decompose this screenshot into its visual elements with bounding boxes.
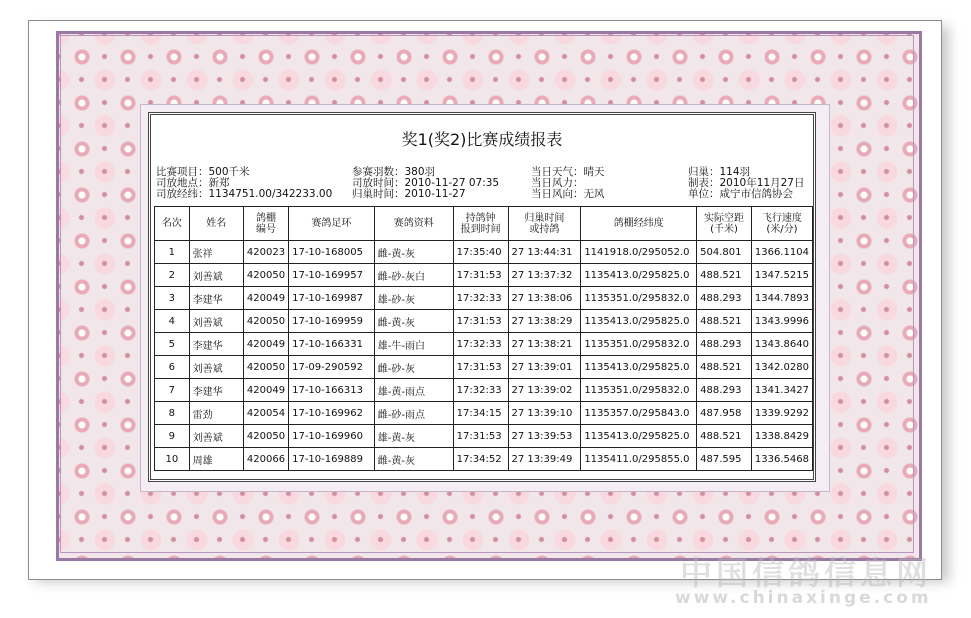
cell-loft-coords: 1141918.0/295052.0 bbox=[581, 241, 697, 264]
cell-speed: 1343.9996 bbox=[751, 310, 812, 333]
cell-ring: 17-10-169889 bbox=[289, 448, 375, 471]
info-weather: 当日天气：晴天 bbox=[531, 166, 605, 178]
cell-bird-info: 雌-砂-雨点 bbox=[374, 402, 453, 425]
cell-clock-time: 17:31:53 bbox=[453, 310, 508, 333]
info-wind-force: 当日风力： bbox=[531, 177, 584, 189]
cell-loft-coords: 1135351.0/295832.0 bbox=[581, 287, 697, 310]
header-loft-id: 鸽棚 编号 bbox=[243, 207, 288, 241]
cell-distance: 504.801 bbox=[697, 241, 752, 264]
cell-ring: 17-10-169959 bbox=[289, 310, 375, 333]
cell-loft-id: 420049 bbox=[243, 333, 288, 356]
cell-name: 李建华 bbox=[189, 287, 243, 310]
cell-loft-coords: 1135413.0/295825.0 bbox=[581, 425, 697, 448]
cell-rank: 4 bbox=[155, 310, 190, 333]
info-column-4 bbox=[688, 167, 804, 200]
cell-loft-id: 420050 bbox=[243, 264, 288, 287]
cell-speed: 1343.8640 bbox=[751, 333, 812, 356]
cell-return-time: 27 13:37:32 bbox=[508, 264, 581, 287]
cell-speed: 1342.0280 bbox=[751, 356, 812, 379]
cell-clock-time: 17:35:40 bbox=[453, 241, 508, 264]
cell-return-time: 27 13:38:06 bbox=[508, 287, 581, 310]
cell-name: 周雄 bbox=[189, 448, 243, 471]
cell-speed: 1366.1104 bbox=[751, 241, 812, 264]
cell-return-time: 27 13:39:02 bbox=[508, 379, 581, 402]
cell-ring: 17-10-169960 bbox=[289, 425, 375, 448]
cell-return-time: 27 13:38:21 bbox=[508, 333, 581, 356]
cell-distance: 488.293 bbox=[697, 379, 752, 402]
cell-clock-time: 17:31:53 bbox=[453, 425, 508, 448]
cell-ring: 17-10-169987 bbox=[289, 287, 375, 310]
cell-speed: 1344.7893 bbox=[751, 287, 812, 310]
table-row bbox=[155, 333, 813, 356]
cell-loft-id: 420050 bbox=[243, 425, 288, 448]
cell-loft-id: 420054 bbox=[243, 402, 288, 425]
results-table bbox=[154, 206, 813, 471]
info-organization: 单位：咸宁市信鸽协会 bbox=[688, 188, 793, 200]
cell-distance: 488.521 bbox=[697, 264, 752, 287]
cell-ring: 17-10-166313 bbox=[289, 379, 375, 402]
info-race-item: 比赛项目：500千米 bbox=[156, 166, 250, 178]
cell-bird-info: 雄-黄-灰 bbox=[374, 425, 453, 448]
cell-rank: 8 bbox=[155, 402, 190, 425]
info-column-2 bbox=[352, 167, 499, 200]
cell-name: 李建华 bbox=[189, 379, 243, 402]
cell-ring: 17-10-168005 bbox=[289, 241, 375, 264]
table-header-row bbox=[155, 207, 813, 241]
watermark-text: 中国信鸽信息网 bbox=[680, 554, 933, 592]
cell-rank: 7 bbox=[155, 379, 190, 402]
table-body bbox=[155, 241, 813, 471]
cell-ring: 17-10-169962 bbox=[289, 402, 375, 425]
cell-speed: 1347.5215 bbox=[751, 264, 812, 287]
cell-name: 刘善斌 bbox=[189, 356, 243, 379]
cell-ring: 17-10-169957 bbox=[289, 264, 375, 287]
table-row bbox=[155, 310, 813, 333]
cell-clock-time: 17:32:33 bbox=[453, 379, 508, 402]
cell-bird-info: 雌-黄-灰 bbox=[374, 241, 453, 264]
header-distance: 实际空距 (千米) bbox=[697, 207, 752, 241]
cell-distance: 488.293 bbox=[697, 287, 752, 310]
cell-rank: 2 bbox=[155, 264, 190, 287]
cell-distance: 487.595 bbox=[697, 448, 752, 471]
info-entries: 参赛羽数：380羽 bbox=[352, 166, 436, 178]
cell-return-time: 27 13:39:10 bbox=[508, 402, 581, 425]
cell-loft-coords: 1135413.0/295825.0 bbox=[581, 356, 697, 379]
cell-clock-time: 17:32:33 bbox=[453, 287, 508, 310]
cell-loft-coords: 1135413.0/295825.0 bbox=[581, 264, 697, 287]
cell-speed: 1338.8429 bbox=[751, 425, 812, 448]
cell-loft-coords: 1135351.0/295832.0 bbox=[581, 333, 697, 356]
cell-loft-coords: 1135357.0/295843.0 bbox=[581, 402, 697, 425]
cell-loft-id: 420049 bbox=[243, 379, 288, 402]
cell-return-time: 27 13:44:31 bbox=[508, 241, 581, 264]
cell-ring: 17-10-166331 bbox=[289, 333, 375, 356]
header-rank: 名次 bbox=[155, 207, 190, 241]
cell-loft-id: 420050 bbox=[243, 310, 288, 333]
cell-speed: 1339.9292 bbox=[751, 402, 812, 425]
cell-distance: 488.521 bbox=[697, 425, 752, 448]
cell-bird-info: 雄-砂-灰 bbox=[374, 287, 453, 310]
cell-loft-coords: 1135411.0/295855.0 bbox=[581, 448, 697, 471]
cell-clock-time: 17:31:53 bbox=[453, 356, 508, 379]
cell-return-time: 27 13:39:49 bbox=[508, 448, 581, 471]
info-release-time: 司放时间：2010-11-27 07:35 bbox=[352, 177, 500, 189]
table-row bbox=[155, 425, 813, 448]
cell-bird-info: 雌-黄-灰 bbox=[374, 310, 453, 333]
report-sheet bbox=[148, 112, 816, 482]
info-release-location: 司放地点：新郑 bbox=[156, 177, 230, 189]
table-row bbox=[155, 379, 813, 402]
header-speed: 飞行速度 (米/分) bbox=[751, 207, 812, 241]
cell-bird-info: 雄-黄-雨点 bbox=[374, 379, 453, 402]
cell-return-time: 27 13:39:01 bbox=[508, 356, 581, 379]
cell-return-time: 27 13:38:29 bbox=[508, 310, 581, 333]
header-clock-time: 持鸽钟 报到时间 bbox=[453, 207, 508, 241]
cell-clock-time: 17:34:15 bbox=[453, 402, 508, 425]
cell-ring: 17-09-290592 bbox=[289, 356, 375, 379]
cell-distance: 488.521 bbox=[697, 310, 752, 333]
cell-name: 刘善斌 bbox=[189, 310, 243, 333]
cell-rank: 1 bbox=[155, 241, 190, 264]
cell-bird-info: 雌-黄-灰 bbox=[374, 448, 453, 471]
header-bird-info: 赛鸽资料 bbox=[374, 207, 453, 241]
info-release-coords: 司放经纬：1134751.00/342233.00 bbox=[156, 188, 333, 200]
cell-loft-id: 420066 bbox=[243, 448, 288, 471]
cell-clock-time: 17:34:52 bbox=[453, 448, 508, 471]
cell-name: 雷劲 bbox=[189, 402, 243, 425]
cell-rank: 5 bbox=[155, 333, 190, 356]
table-row bbox=[155, 402, 813, 425]
info-prepared-date: 制表：2010年11月27日 bbox=[688, 177, 805, 189]
report-title: 奖1(奖2)比赛成绩报表 bbox=[401, 130, 563, 149]
header-return-time: 归巢时间 或持鸽 bbox=[508, 207, 581, 241]
cell-name: 张祥 bbox=[189, 241, 243, 264]
info-return-time: 归巢时间：2010-11-27 bbox=[352, 188, 466, 200]
watermark-url: www.chinaxinge.com bbox=[675, 588, 932, 608]
cell-clock-time: 17:32:33 bbox=[453, 333, 508, 356]
table-row bbox=[155, 287, 813, 310]
table-row bbox=[155, 241, 813, 264]
header-ring: 赛鸽足环 bbox=[289, 207, 375, 241]
cell-distance: 487.958 bbox=[697, 402, 752, 425]
info-returned: 归巢：114羽 bbox=[688, 166, 751, 178]
cell-rank: 9 bbox=[155, 425, 190, 448]
cell-speed: 1336.5468 bbox=[751, 448, 812, 471]
cell-loft-coords: 1135351.0/295832.0 bbox=[581, 379, 697, 402]
table-row bbox=[155, 356, 813, 379]
cell-speed: 1341.3427 bbox=[751, 379, 812, 402]
cell-loft-id: 420023 bbox=[243, 241, 288, 264]
info-column-3 bbox=[531, 167, 605, 200]
header-loft-coords: 鸽棚经纬度 bbox=[581, 207, 697, 241]
cell-loft-coords: 1135413.0/295825.0 bbox=[581, 310, 697, 333]
cell-loft-id: 420050 bbox=[243, 356, 288, 379]
cell-bird-info: 雄-牛-雨白 bbox=[374, 333, 453, 356]
cell-distance: 488.293 bbox=[697, 333, 752, 356]
cell-name: 刘善斌 bbox=[189, 425, 243, 448]
cell-return-time: 27 13:39:53 bbox=[508, 425, 581, 448]
cell-name: 李建华 bbox=[189, 333, 243, 356]
table-row bbox=[155, 448, 813, 471]
cell-loft-id: 420049 bbox=[243, 287, 288, 310]
cell-distance: 488.521 bbox=[697, 356, 752, 379]
header-name: 姓名 bbox=[189, 207, 243, 241]
cell-rank: 10 bbox=[155, 448, 190, 471]
cell-clock-time: 17:31:53 bbox=[453, 264, 508, 287]
cell-bird-info: 雌-砂-灰 bbox=[374, 356, 453, 379]
info-column-1 bbox=[156, 167, 332, 200]
cell-bird-info: 雌-砂-灰白 bbox=[374, 264, 453, 287]
table-row bbox=[155, 264, 813, 287]
cell-rank: 3 bbox=[155, 287, 190, 310]
info-wind-direction: 当日风向：无风 bbox=[531, 188, 605, 200]
cell-rank: 6 bbox=[155, 356, 190, 379]
cell-name: 刘善斌 bbox=[189, 264, 243, 287]
